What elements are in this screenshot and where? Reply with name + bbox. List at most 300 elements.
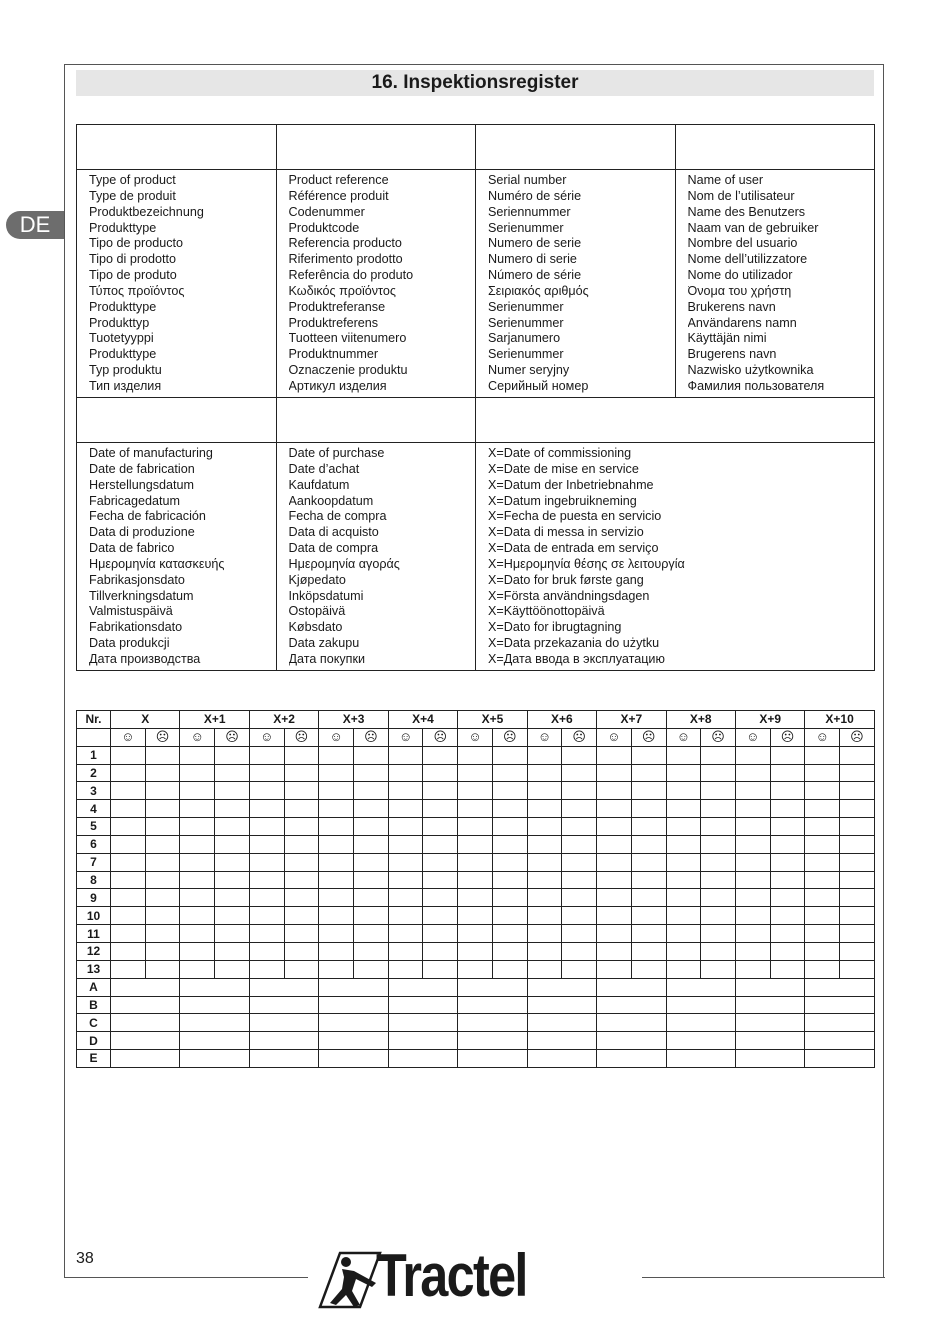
check-cell[interactable] (249, 818, 284, 836)
check-cell[interactable] (423, 942, 458, 960)
check-cell[interactable] (701, 764, 736, 782)
note-cell[interactable] (527, 1032, 596, 1050)
check-cell[interactable] (562, 835, 597, 853)
note-cell[interactable] (249, 1050, 318, 1068)
check-cell[interactable] (562, 942, 597, 960)
check-cell[interactable] (492, 835, 527, 853)
check-cell[interactable] (423, 960, 458, 978)
check-cell[interactable] (805, 853, 840, 871)
check-cell[interactable] (631, 764, 666, 782)
check-cell[interactable] (319, 853, 354, 871)
check-cell[interactable] (388, 818, 423, 836)
check-cell[interactable] (840, 960, 875, 978)
check-cell[interactable] (631, 853, 666, 871)
check-cell[interactable] (145, 907, 180, 925)
check-cell[interactable] (666, 818, 701, 836)
check-cell[interactable] (666, 746, 701, 764)
check-cell[interactable] (770, 835, 805, 853)
note-cell[interactable] (388, 1050, 457, 1068)
note-cell[interactable] (597, 1032, 666, 1050)
check-cell[interactable] (631, 907, 666, 925)
check-cell[interactable] (735, 835, 770, 853)
check-cell[interactable] (111, 782, 146, 800)
check-cell[interactable] (145, 818, 180, 836)
check-cell[interactable] (111, 871, 146, 889)
check-cell[interactable] (180, 942, 215, 960)
check-cell[interactable] (840, 746, 875, 764)
check-cell[interactable] (597, 835, 632, 853)
check-cell[interactable] (701, 871, 736, 889)
check-cell[interactable] (701, 960, 736, 978)
check-cell[interactable] (492, 925, 527, 943)
check-cell[interactable] (215, 746, 250, 764)
check-cell[interactable] (284, 889, 319, 907)
check-cell[interactable] (631, 925, 666, 943)
check-cell[interactable] (805, 818, 840, 836)
check-cell[interactable] (805, 925, 840, 943)
check-cell[interactable] (492, 960, 527, 978)
check-cell[interactable] (354, 942, 389, 960)
check-cell[interactable] (701, 942, 736, 960)
check-cell[interactable] (562, 871, 597, 889)
check-cell[interactable] (527, 782, 562, 800)
check-cell[interactable] (423, 853, 458, 871)
check-cell[interactable] (805, 782, 840, 800)
note-cell[interactable] (458, 1014, 527, 1032)
check-cell[interactable] (215, 871, 250, 889)
check-cell[interactable] (527, 764, 562, 782)
check-cell[interactable] (319, 907, 354, 925)
check-cell[interactable] (735, 889, 770, 907)
check-cell[interactable] (423, 907, 458, 925)
note-cell[interactable] (527, 978, 596, 996)
note-cell[interactable] (458, 1050, 527, 1068)
check-cell[interactable] (735, 818, 770, 836)
check-cell[interactable] (354, 889, 389, 907)
check-cell[interactable] (319, 782, 354, 800)
note-cell[interactable] (180, 1032, 249, 1050)
check-cell[interactable] (215, 907, 250, 925)
check-cell[interactable] (458, 925, 493, 943)
check-cell[interactable] (284, 853, 319, 871)
check-cell[interactable] (388, 800, 423, 818)
note-cell[interactable] (111, 996, 180, 1014)
check-cell[interactable] (597, 907, 632, 925)
check-cell[interactable] (145, 800, 180, 818)
note-cell[interactable] (111, 1014, 180, 1032)
check-cell[interactable] (840, 889, 875, 907)
check-cell[interactable] (631, 818, 666, 836)
check-cell[interactable] (458, 746, 493, 764)
note-cell[interactable] (735, 978, 804, 996)
check-cell[interactable] (423, 835, 458, 853)
note-cell[interactable] (805, 1032, 874, 1050)
check-cell[interactable] (597, 764, 632, 782)
check-cell[interactable] (840, 942, 875, 960)
check-cell[interactable] (735, 782, 770, 800)
check-cell[interactable] (458, 764, 493, 782)
note-cell[interactable] (180, 996, 249, 1014)
check-cell[interactable] (284, 835, 319, 853)
check-cell[interactable] (423, 818, 458, 836)
check-cell[interactable] (770, 942, 805, 960)
check-cell[interactable] (597, 818, 632, 836)
check-cell[interactable] (770, 871, 805, 889)
check-cell[interactable] (249, 764, 284, 782)
check-cell[interactable] (527, 907, 562, 925)
check-cell[interactable] (249, 800, 284, 818)
check-cell[interactable] (388, 925, 423, 943)
check-cell[interactable] (423, 871, 458, 889)
note-cell[interactable] (249, 996, 318, 1014)
check-cell[interactable] (701, 782, 736, 800)
check-cell[interactable] (284, 942, 319, 960)
check-cell[interactable] (631, 800, 666, 818)
check-cell[interactable] (735, 960, 770, 978)
check-cell[interactable] (319, 800, 354, 818)
check-cell[interactable] (562, 960, 597, 978)
check-cell[interactable] (249, 746, 284, 764)
check-cell[interactable] (215, 782, 250, 800)
check-cell[interactable] (492, 889, 527, 907)
check-cell[interactable] (631, 835, 666, 853)
check-cell[interactable] (770, 800, 805, 818)
check-cell[interactable] (249, 871, 284, 889)
check-cell[interactable] (701, 818, 736, 836)
check-cell[interactable] (527, 925, 562, 943)
check-cell[interactable] (423, 764, 458, 782)
check-cell[interactable] (145, 925, 180, 943)
note-cell[interactable] (319, 996, 388, 1014)
check-cell[interactable] (805, 942, 840, 960)
check-cell[interactable] (597, 782, 632, 800)
serial-number-field[interactable] (476, 125, 676, 170)
check-cell[interactable] (354, 800, 389, 818)
check-cell[interactable] (354, 871, 389, 889)
check-cell[interactable] (458, 800, 493, 818)
check-cell[interactable] (388, 871, 423, 889)
check-cell[interactable] (111, 800, 146, 818)
check-cell[interactable] (840, 853, 875, 871)
note-cell[interactable] (180, 978, 249, 996)
check-cell[interactable] (249, 889, 284, 907)
note-cell[interactable] (597, 996, 666, 1014)
check-cell[interactable] (423, 746, 458, 764)
note-cell[interactable] (666, 978, 735, 996)
check-cell[interactable] (388, 942, 423, 960)
check-cell[interactable] (354, 960, 389, 978)
check-cell[interactable] (458, 782, 493, 800)
check-cell[interactable] (840, 764, 875, 782)
check-cell[interactable] (840, 782, 875, 800)
check-cell[interactable] (145, 764, 180, 782)
note-cell[interactable] (111, 1032, 180, 1050)
check-cell[interactable] (631, 782, 666, 800)
check-cell[interactable] (805, 907, 840, 925)
check-cell[interactable] (215, 960, 250, 978)
check-cell[interactable] (805, 800, 840, 818)
check-cell[interactable] (735, 853, 770, 871)
note-cell[interactable] (388, 978, 457, 996)
check-cell[interactable] (319, 871, 354, 889)
note-cell[interactable] (527, 1050, 596, 1068)
check-cell[interactable] (388, 764, 423, 782)
check-cell[interactable] (562, 925, 597, 943)
note-cell[interactable] (666, 1050, 735, 1068)
check-cell[interactable] (180, 800, 215, 818)
check-cell[interactable] (354, 853, 389, 871)
check-cell[interactable] (319, 960, 354, 978)
note-cell[interactable] (735, 1050, 804, 1068)
check-cell[interactable] (145, 889, 180, 907)
check-cell[interactable] (840, 907, 875, 925)
check-cell[interactable] (423, 800, 458, 818)
check-cell[interactable] (215, 818, 250, 836)
note-cell[interactable] (319, 978, 388, 996)
check-cell[interactable] (735, 907, 770, 925)
check-cell[interactable] (770, 746, 805, 764)
check-cell[interactable] (354, 746, 389, 764)
check-cell[interactable] (111, 942, 146, 960)
check-cell[interactable] (701, 853, 736, 871)
check-cell[interactable] (666, 960, 701, 978)
check-cell[interactable] (319, 835, 354, 853)
check-cell[interactable] (145, 942, 180, 960)
check-cell[interactable] (215, 800, 250, 818)
note-cell[interactable] (597, 978, 666, 996)
check-cell[interactable] (319, 746, 354, 764)
check-cell[interactable] (666, 925, 701, 943)
check-cell[interactable] (562, 889, 597, 907)
note-cell[interactable] (458, 996, 527, 1014)
check-cell[interactable] (180, 764, 215, 782)
check-cell[interactable] (527, 800, 562, 818)
check-cell[interactable] (458, 907, 493, 925)
note-cell[interactable] (249, 1014, 318, 1032)
check-cell[interactable] (840, 925, 875, 943)
check-cell[interactable] (805, 889, 840, 907)
check-cell[interactable] (458, 889, 493, 907)
check-cell[interactable] (527, 960, 562, 978)
check-cell[interactable] (562, 818, 597, 836)
check-cell[interactable] (527, 818, 562, 836)
check-cell[interactable] (527, 889, 562, 907)
check-cell[interactable] (770, 853, 805, 871)
check-cell[interactable] (492, 818, 527, 836)
check-cell[interactable] (319, 818, 354, 836)
check-cell[interactable] (354, 782, 389, 800)
check-cell[interactable] (770, 925, 805, 943)
check-cell[interactable] (249, 942, 284, 960)
check-cell[interactable] (458, 942, 493, 960)
user-name-field[interactable] (675, 125, 875, 170)
note-cell[interactable] (805, 978, 874, 996)
check-cell[interactable] (388, 835, 423, 853)
note-cell[interactable] (180, 1014, 249, 1032)
check-cell[interactable] (180, 871, 215, 889)
check-cell[interactable] (770, 889, 805, 907)
check-cell[interactable] (145, 835, 180, 853)
note-cell[interactable] (805, 1014, 874, 1032)
note-cell[interactable] (735, 1014, 804, 1032)
check-cell[interactable] (215, 835, 250, 853)
check-cell[interactable] (805, 960, 840, 978)
note-cell[interactable] (527, 996, 596, 1014)
check-cell[interactable] (319, 925, 354, 943)
check-cell[interactable] (111, 835, 146, 853)
check-cell[interactable] (319, 889, 354, 907)
check-cell[interactable] (597, 960, 632, 978)
check-cell[interactable] (597, 853, 632, 871)
check-cell[interactable] (631, 942, 666, 960)
check-cell[interactable] (770, 907, 805, 925)
check-cell[interactable] (666, 942, 701, 960)
check-cell[interactable] (388, 889, 423, 907)
check-cell[interactable] (249, 960, 284, 978)
check-cell[interactable] (805, 746, 840, 764)
check-cell[interactable] (527, 835, 562, 853)
check-cell[interactable] (180, 746, 215, 764)
check-cell[interactable] (388, 960, 423, 978)
check-cell[interactable] (805, 764, 840, 782)
check-cell[interactable] (597, 746, 632, 764)
check-cell[interactable] (597, 925, 632, 943)
check-cell[interactable] (805, 871, 840, 889)
check-cell[interactable] (770, 960, 805, 978)
check-cell[interactable] (492, 746, 527, 764)
check-cell[interactable] (492, 942, 527, 960)
note-cell[interactable] (111, 978, 180, 996)
check-cell[interactable] (701, 746, 736, 764)
note-cell[interactable] (597, 1050, 666, 1068)
check-cell[interactable] (735, 746, 770, 764)
check-cell[interactable] (354, 835, 389, 853)
check-cell[interactable] (215, 942, 250, 960)
check-cell[interactable] (319, 942, 354, 960)
check-cell[interactable] (562, 782, 597, 800)
check-cell[interactable] (527, 746, 562, 764)
check-cell[interactable] (527, 942, 562, 960)
check-cell[interactable] (805, 835, 840, 853)
check-cell[interactable] (111, 960, 146, 978)
check-cell[interactable] (701, 925, 736, 943)
check-cell[interactable] (562, 746, 597, 764)
check-cell[interactable] (840, 800, 875, 818)
check-cell[interactable] (458, 818, 493, 836)
check-cell[interactable] (562, 853, 597, 871)
note-cell[interactable] (249, 978, 318, 996)
check-cell[interactable] (284, 764, 319, 782)
check-cell[interactable] (354, 925, 389, 943)
check-cell[interactable] (180, 960, 215, 978)
product-reference-field[interactable] (276, 125, 476, 170)
note-cell[interactable] (388, 996, 457, 1014)
note-cell[interactable] (319, 1050, 388, 1068)
note-cell[interactable] (527, 1014, 596, 1032)
check-cell[interactable] (666, 907, 701, 925)
check-cell[interactable] (249, 925, 284, 943)
note-cell[interactable] (666, 1032, 735, 1050)
check-cell[interactable] (145, 960, 180, 978)
note-cell[interactable] (249, 1032, 318, 1050)
check-cell[interactable] (284, 925, 319, 943)
note-cell[interactable] (388, 1032, 457, 1050)
check-cell[interactable] (458, 853, 493, 871)
check-cell[interactable] (111, 818, 146, 836)
check-cell[interactable] (423, 925, 458, 943)
check-cell[interactable] (666, 764, 701, 782)
check-cell[interactable] (770, 782, 805, 800)
check-cell[interactable] (111, 764, 146, 782)
check-cell[interactable] (770, 764, 805, 782)
check-cell[interactable] (215, 764, 250, 782)
check-cell[interactable] (631, 960, 666, 978)
check-cell[interactable] (180, 925, 215, 943)
manufacturing-date-field[interactable] (77, 398, 277, 443)
check-cell[interactable] (388, 907, 423, 925)
check-cell[interactable] (666, 835, 701, 853)
check-cell[interactable] (284, 907, 319, 925)
check-cell[interactable] (111, 907, 146, 925)
check-cell[interactable] (631, 746, 666, 764)
check-cell[interactable] (492, 853, 527, 871)
check-cell[interactable] (249, 835, 284, 853)
check-cell[interactable] (284, 818, 319, 836)
note-cell[interactable] (666, 1014, 735, 1032)
check-cell[interactable] (458, 960, 493, 978)
check-cell[interactable] (111, 853, 146, 871)
check-cell[interactable] (319, 764, 354, 782)
check-cell[interactable] (180, 907, 215, 925)
check-cell[interactable] (145, 746, 180, 764)
check-cell[interactable] (735, 871, 770, 889)
check-cell[interactable] (492, 782, 527, 800)
check-cell[interactable] (180, 835, 215, 853)
note-cell[interactable] (597, 1014, 666, 1032)
check-cell[interactable] (145, 853, 180, 871)
check-cell[interactable] (735, 764, 770, 782)
note-cell[interactable] (180, 1050, 249, 1068)
check-cell[interactable] (840, 818, 875, 836)
check-cell[interactable] (215, 925, 250, 943)
commissioning-date-field[interactable] (476, 398, 875, 443)
check-cell[interactable] (701, 889, 736, 907)
note-cell[interactable] (458, 1032, 527, 1050)
check-cell[interactable] (180, 782, 215, 800)
check-cell[interactable] (631, 871, 666, 889)
check-cell[interactable] (284, 871, 319, 889)
check-cell[interactable] (249, 782, 284, 800)
check-cell[interactable] (492, 764, 527, 782)
note-cell[interactable] (735, 996, 804, 1014)
check-cell[interactable] (770, 818, 805, 836)
check-cell[interactable] (527, 871, 562, 889)
check-cell[interactable] (735, 925, 770, 943)
check-cell[interactable] (562, 907, 597, 925)
check-cell[interactable] (388, 853, 423, 871)
note-cell[interactable] (319, 1032, 388, 1050)
note-cell[interactable] (111, 1050, 180, 1068)
check-cell[interactable] (597, 889, 632, 907)
check-cell[interactable] (562, 764, 597, 782)
check-cell[interactable] (492, 907, 527, 925)
check-cell[interactable] (388, 782, 423, 800)
note-cell[interactable] (666, 996, 735, 1014)
check-cell[interactable] (492, 800, 527, 818)
note-cell[interactable] (458, 978, 527, 996)
check-cell[interactable] (492, 871, 527, 889)
check-cell[interactable] (145, 871, 180, 889)
